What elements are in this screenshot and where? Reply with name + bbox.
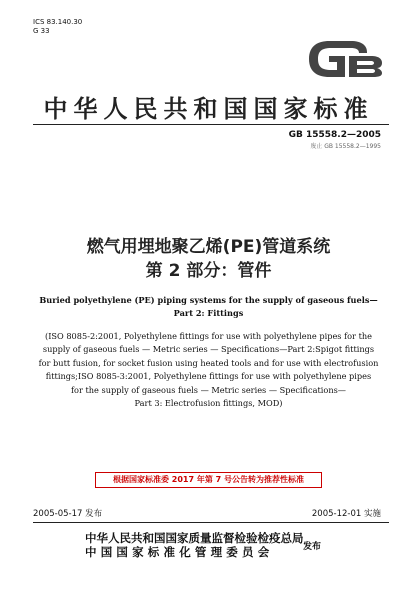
implement-date: 2005-12-01 实施 [311,509,381,519]
status-notice: 根据国家标准委 2017 年第 7 号公告转为推荐性标准 [95,472,322,488]
issuer-line2: 中国国家标准化管理委员会 [85,545,274,559]
ics-code: ICS 83.140.30 [33,18,83,26]
document-title-cn-line2: 第 2 部分：管件 [145,261,272,281]
iso-reference [30,330,387,410]
national-standard-title: 中华人民共和国国家标准 [43,94,374,123]
document-title-en [30,294,387,320]
iso-line: for the supply of gaseous fuels — Metric series — Specifications— [71,384,346,395]
title-en-line2: Part 2: Fittings [173,308,244,318]
ccs-code: G 33 [33,27,50,35]
replaces-standard: 废止 GB 15558.2—1995 [310,143,381,150]
iso-line: supply of gaseous fuels — Metric series — Specifications—Part 2:Spigot fittings [42,344,375,355]
iso-line: (ISO 8085-2:2001, Polyethylene fittings for use with polyethylene pipes for the [45,331,372,341]
iso-line: Part 3: Electrofusion fittings, MOD) [134,398,283,409]
iso-line: fittings;ISO 8085-3:2001, Polyethylene fittings for use with polyethylene pipes [45,371,372,382]
gb-logo [305,40,383,78]
iso-line: for butt fusion, for socket fusion using heated tools and for use with electrofusion [38,357,379,368]
bottom-divider [33,522,389,523]
issuer-line1: 中华人民共和国国家质量监督检验检疫总局 [85,531,304,545]
title-en-line1: Buried polyethylene (PE) piping systems for the supply of gaseous fuels— [39,295,378,305]
classification-codes [33,18,82,36]
issuing-authorities [85,531,304,559]
publish-date: 2005-05-17 发布 [33,509,103,519]
publish-label: 发布 [303,542,322,552]
standard-number: GB 15558.2—2005 [288,130,381,140]
top-divider [33,124,389,125]
document-title-cn-line1: 燃气用埋地聚乙烯(PE)管道系统 [86,237,331,257]
